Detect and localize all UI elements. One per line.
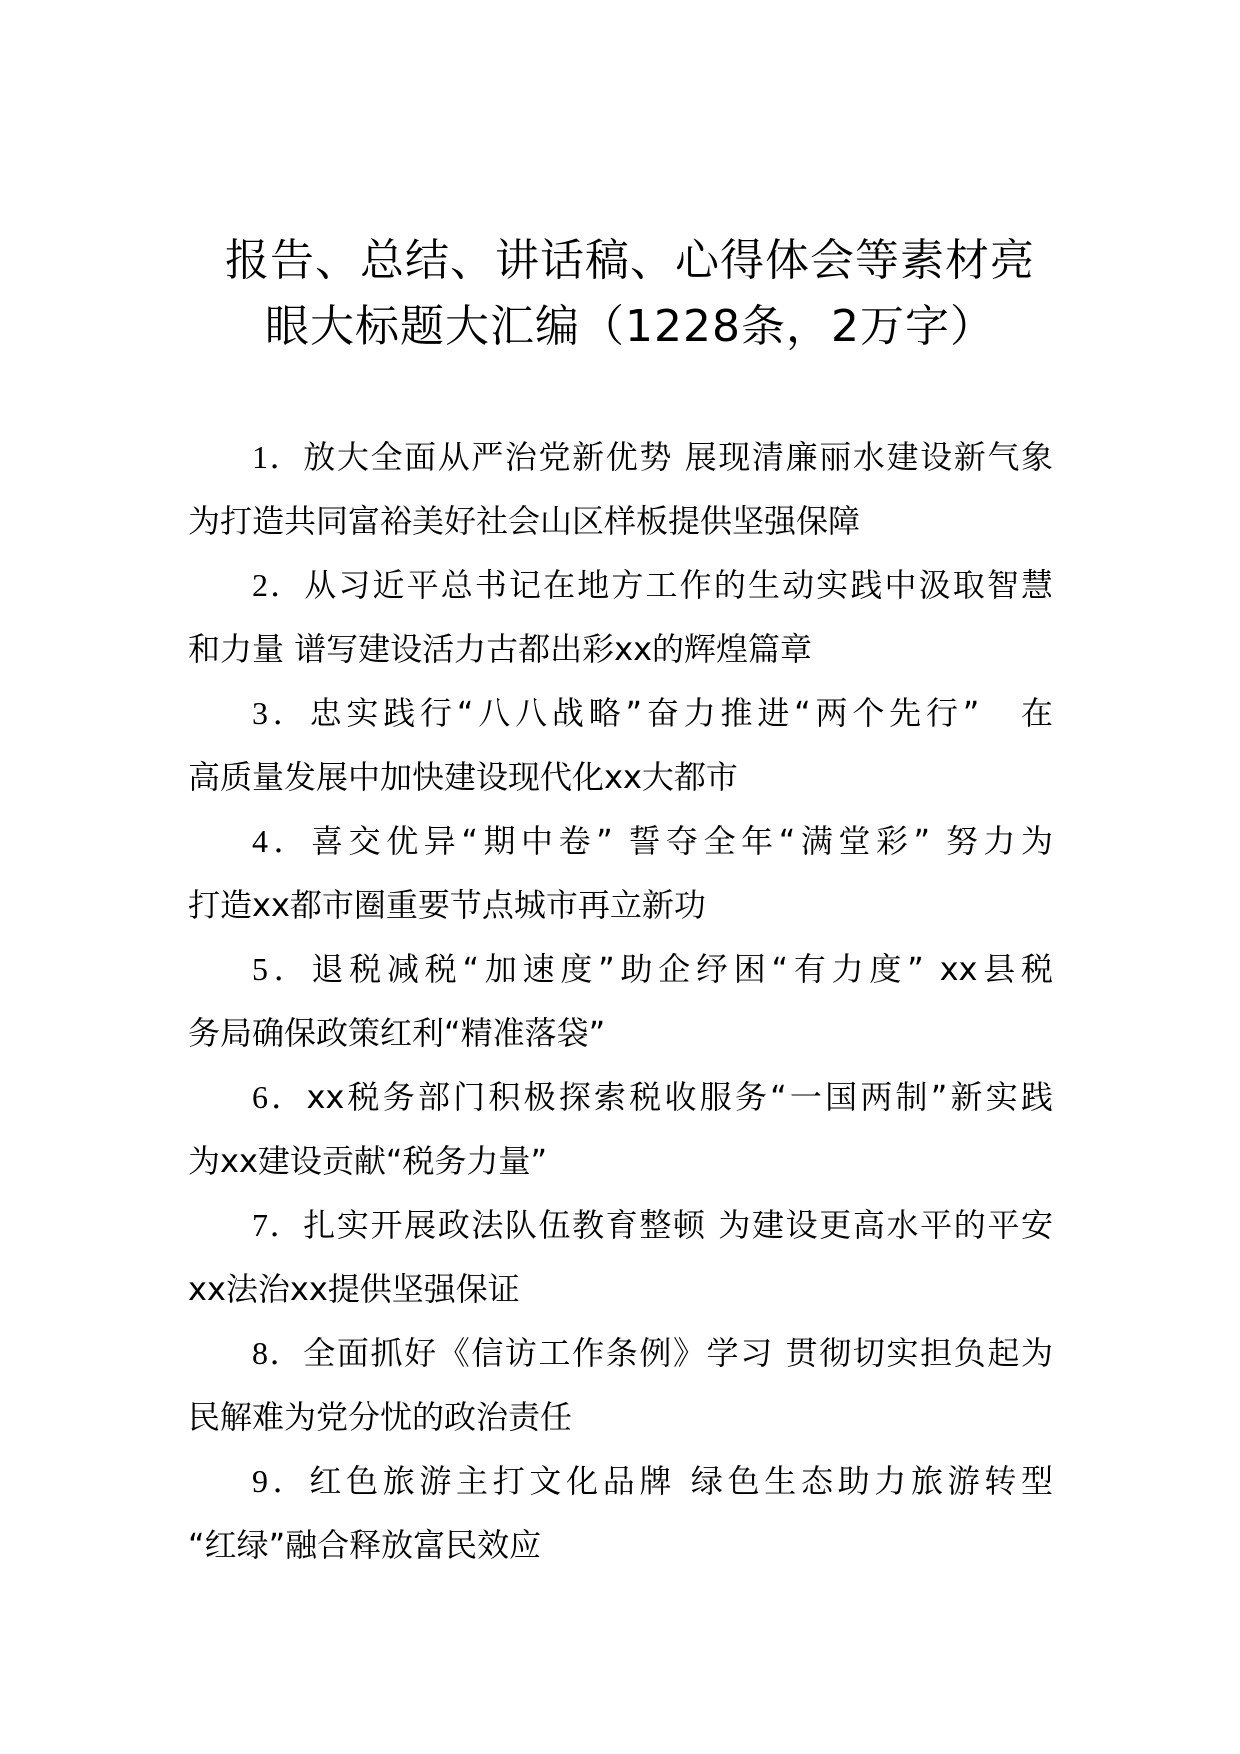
item-text-line-1: 喜交优异“期中卷” 誓夺全年“满堂彩” 努力为 xyxy=(311,822,1053,860)
item-text-line-1: 忠实践行“八八战略”奋力推进“两个先行” 在 xyxy=(309,694,1053,732)
list-item-first-line xyxy=(188,1449,1053,1513)
title-line-1: 报告、总结、讲话稿、心得体会等素材亮 xyxy=(225,235,1035,286)
item-text-line-2: xx法治xx提供坚强保证 xyxy=(188,1270,520,1308)
item-text-line-1: 全面抓好《信访工作条例》学习 贯彻切实担负起为 xyxy=(303,1334,1053,1372)
item-number: 2． xyxy=(252,567,305,603)
item-text-line-1: 红色旅游主打文化品牌 绿色生态助力旅游转型 xyxy=(309,1462,1053,1500)
list-item-first-line xyxy=(188,1193,1053,1257)
list-item-first-line xyxy=(188,1065,1053,1129)
document-title xyxy=(190,228,1070,360)
list-item xyxy=(188,937,1053,1065)
item-number: 1． xyxy=(252,439,304,475)
list-item xyxy=(188,1449,1053,1577)
list-item-first-line xyxy=(188,425,1053,489)
list-item-first-line xyxy=(188,809,1053,873)
item-text-line-2: 和力量 谱写建设活力古都出彩xx的辉煌篇章 xyxy=(188,630,813,668)
list-item xyxy=(188,1193,1053,1321)
list-item xyxy=(188,1065,1053,1193)
item-text-line-1: xx税务部门积极探索税收服务“一国两制”新实践 xyxy=(306,1078,1053,1116)
list-item xyxy=(188,809,1053,937)
item-text-line-1: 放大全面从严治党新优势 展现清廉丽水建设新气象 xyxy=(303,438,1053,476)
item-number: 4． xyxy=(252,823,312,859)
item-text-line-2: 民解难为党分忧的政治责任 xyxy=(188,1398,573,1436)
list-item xyxy=(188,681,1053,809)
list-item xyxy=(188,425,1053,553)
list-item-first-line xyxy=(188,681,1053,745)
list-item-first-line xyxy=(188,937,1053,1001)
list-item-first-line xyxy=(188,1321,1053,1385)
item-number: 8． xyxy=(252,1335,304,1371)
list-item-first-line xyxy=(188,553,1053,617)
item-text-line-1: 从习近平总书记在地方工作的生动实践中汲取智慧 xyxy=(304,566,1053,604)
item-number: 9． xyxy=(252,1463,310,1499)
item-text-line-2: “红绿”融合释放富民效应 xyxy=(188,1526,542,1564)
item-text-line-2: 为xx建设贡献“税务力量” xyxy=(188,1142,548,1180)
item-text-line-2: 为打造共同富裕美好社会山区样板提供坚强保障 xyxy=(188,502,861,540)
list-item xyxy=(188,1321,1053,1449)
list-item xyxy=(188,553,1053,681)
item-number: 5． xyxy=(252,951,312,987)
item-number: 7． xyxy=(252,1207,304,1243)
item-text-line-1: 扎实开展政法队伍教育整顿 为建设更高水平的平安 xyxy=(303,1206,1053,1244)
item-text-line-2: 务局确保政策红利“精准落袋” xyxy=(188,1014,606,1052)
item-text-line-2: 高质量发展中加快建设现代化xx大都市 xyxy=(188,758,738,796)
item-number: 3． xyxy=(252,695,310,731)
title-line-2: 眼大标题大汇编（1228条，2万字） xyxy=(265,301,995,352)
item-text-line-2: 打造xx都市圈重要节点城市再立新功 xyxy=(188,886,706,924)
item-number: 6． xyxy=(252,1079,307,1115)
headline-list xyxy=(188,425,1053,1577)
item-text-line-1: 退税减税“加速度”助企纾困“有力度” xx县税 xyxy=(311,950,1053,988)
